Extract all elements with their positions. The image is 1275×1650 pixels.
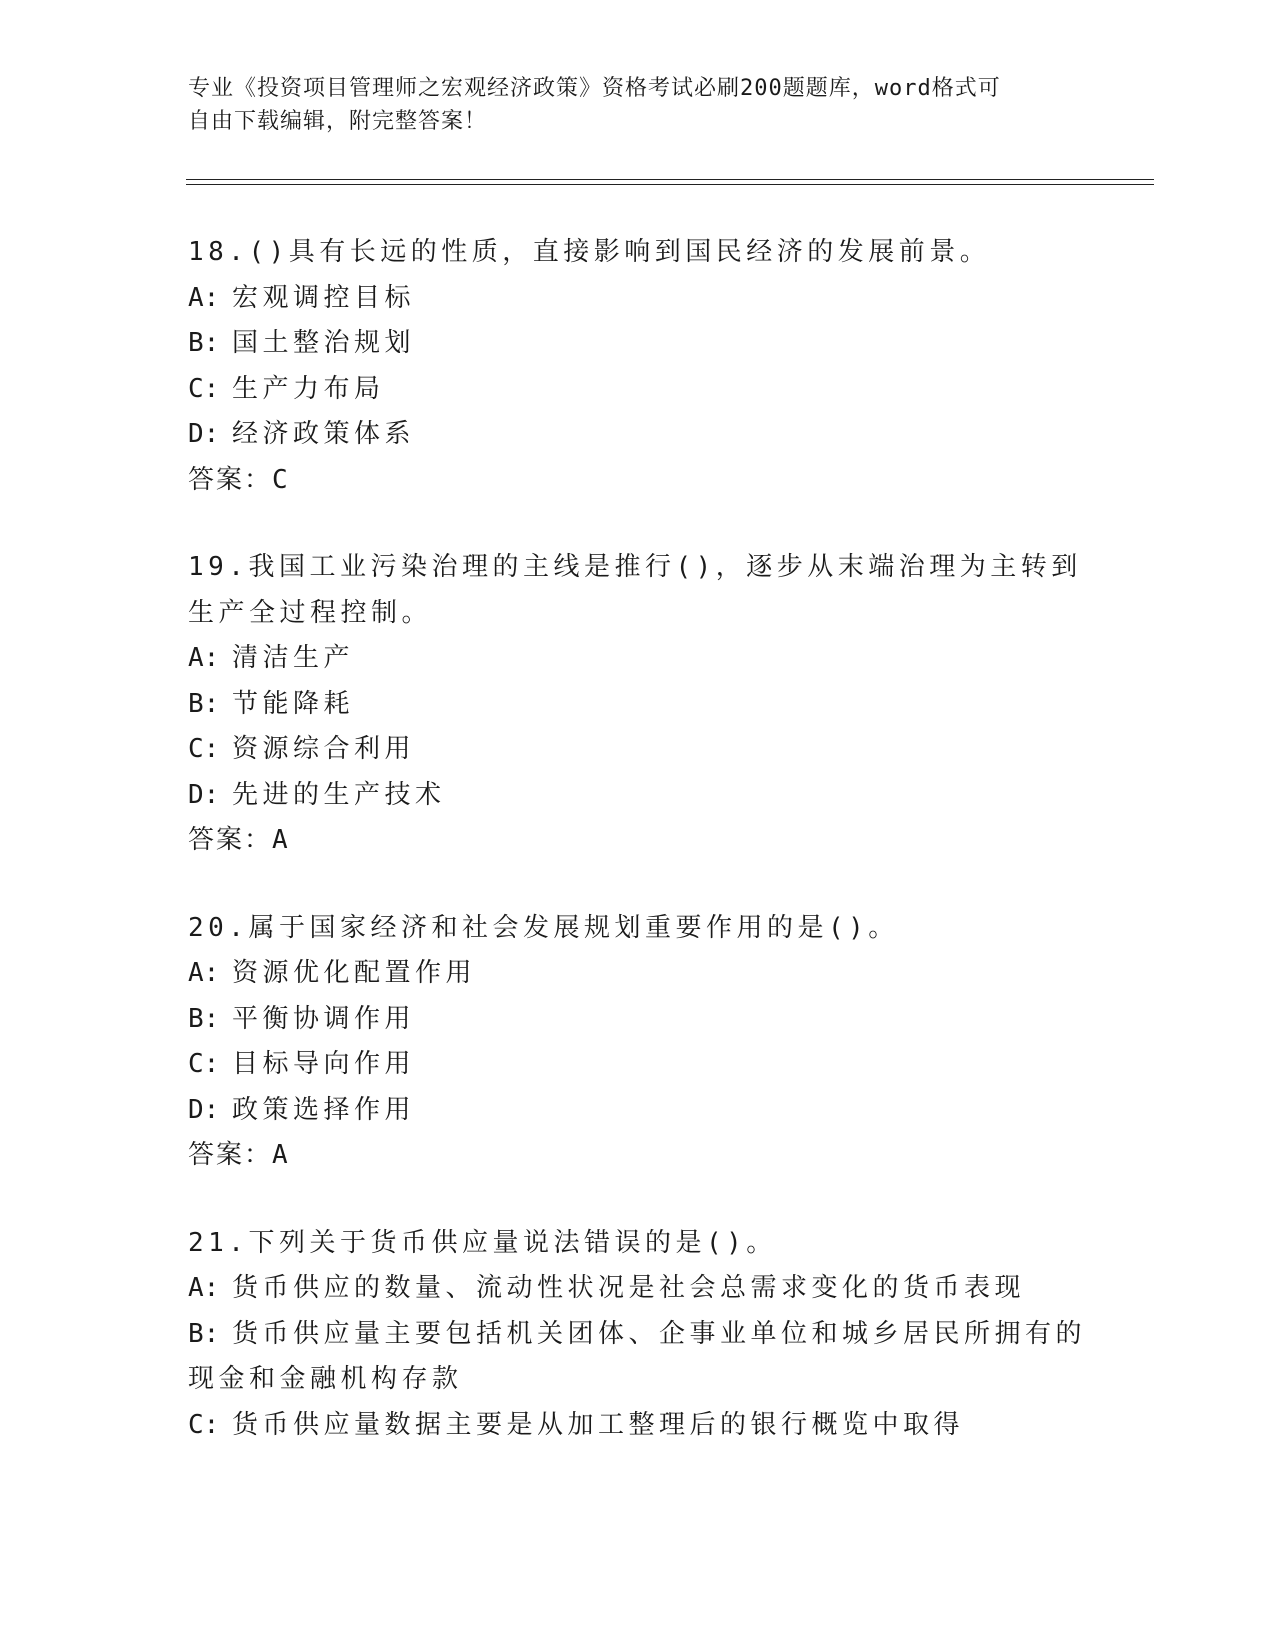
question-20 <box>188 906 1088 1179</box>
option-letter: C: <box>188 1049 220 1079</box>
option-b <box>188 321 1088 367</box>
option-c <box>188 1403 1088 1449</box>
question-19 <box>188 545 1088 864</box>
question-stem: 21.下列关于货币供应量说法错误的是()。 <box>188 1227 777 1258</box>
option-letter: A: <box>188 282 220 313</box>
option-text: 节能降耗 <box>232 688 355 719</box>
answer-value: C <box>272 464 290 495</box>
question-stem: 20.属于国家经济和社会发展规划重要作用的是()。 <box>188 912 899 943</box>
header-divider-bottom <box>186 184 1154 185</box>
option-c <box>188 727 1088 773</box>
option-text: 生产力布局 <box>232 373 385 404</box>
option-text: 经济政策体系 <box>232 419 416 449</box>
answer-line <box>188 1133 1088 1179</box>
question-stem: 18.()具有长远的性质，直接影响到国民经济的发展前景。 <box>188 237 991 267</box>
option-text: 货币供应的数量、流动性状况是社会总需求变化的货币表现 <box>232 1273 1026 1303</box>
question-18 <box>188 230 1088 503</box>
option-a <box>188 1266 1088 1312</box>
option-b <box>188 997 1088 1043</box>
question-list <box>188 230 1088 1490</box>
option-a <box>188 951 1088 997</box>
answer-label: 答案： <box>188 1140 273 1170</box>
option-text: 先进的生产技术 <box>232 779 446 810</box>
header-line-1: 专业《投资项目管理师之宏观经济政策》资格考试必刷200题题库，word格式可 <box>188 76 1001 101</box>
option-letter: B: <box>188 1318 220 1349</box>
option-letter: A: <box>188 1273 220 1303</box>
header-divider-top <box>186 179 1154 180</box>
option-text: 宏观调控目标 <box>232 282 416 313</box>
option-c <box>188 367 1088 413</box>
answer-value: A <box>272 825 290 855</box>
option-text: 货币供应量数据主要是从加工整理后的银行概览中取得 <box>232 1409 965 1440</box>
option-letter: D: <box>188 419 220 449</box>
option-text: 政策选择作用 <box>232 1094 416 1125</box>
document-header <box>188 72 1088 138</box>
option-text: 清洁生产 <box>232 643 355 673</box>
option-d <box>188 1088 1088 1134</box>
option-text: 货币供应量主要包括机关团体、企事业单位和城乡居民所拥有的现金和金融机构存款 <box>188 1318 1087 1394</box>
option-text: 平衡协调作用 <box>232 1003 416 1034</box>
option-letter: C: <box>188 1409 220 1440</box>
option-d <box>188 412 1088 458</box>
option-text: 目标导向作用 <box>232 1049 416 1079</box>
option-text: 资源优化配置作用 <box>232 958 477 988</box>
option-a <box>188 636 1088 682</box>
answer-line <box>188 818 1088 864</box>
answer-label: 答案： <box>188 825 273 855</box>
answer-value: A <box>272 1140 290 1170</box>
option-a <box>188 276 1088 322</box>
option-letter: B: <box>188 688 220 719</box>
option-c <box>188 1042 1088 1088</box>
option-b <box>188 682 1088 728</box>
option-b <box>188 1312 1088 1403</box>
option-letter: C: <box>188 734 220 764</box>
question-stem: 19.我国工业污染治理的主线是推行()，逐步从末端治理为主转到生产全过程控制。 <box>188 552 1082 628</box>
answer-label: 答案： <box>188 464 273 495</box>
option-letter: A: <box>188 958 220 988</box>
option-letter: C: <box>188 373 220 404</box>
option-letter: B: <box>188 328 220 358</box>
option-text: 资源综合利用 <box>232 734 416 764</box>
option-letter: B: <box>188 1003 220 1034</box>
header-line-2: 自由下载编辑，附完整答案！ <box>188 109 488 134</box>
option-letter: A: <box>188 643 220 673</box>
option-letter: D: <box>188 1094 220 1125</box>
option-d <box>188 773 1088 819</box>
answer-line <box>188 458 1088 504</box>
question-21 <box>188 1221 1088 1449</box>
option-text: 国土整治规划 <box>232 328 416 358</box>
option-letter: D: <box>188 779 220 810</box>
